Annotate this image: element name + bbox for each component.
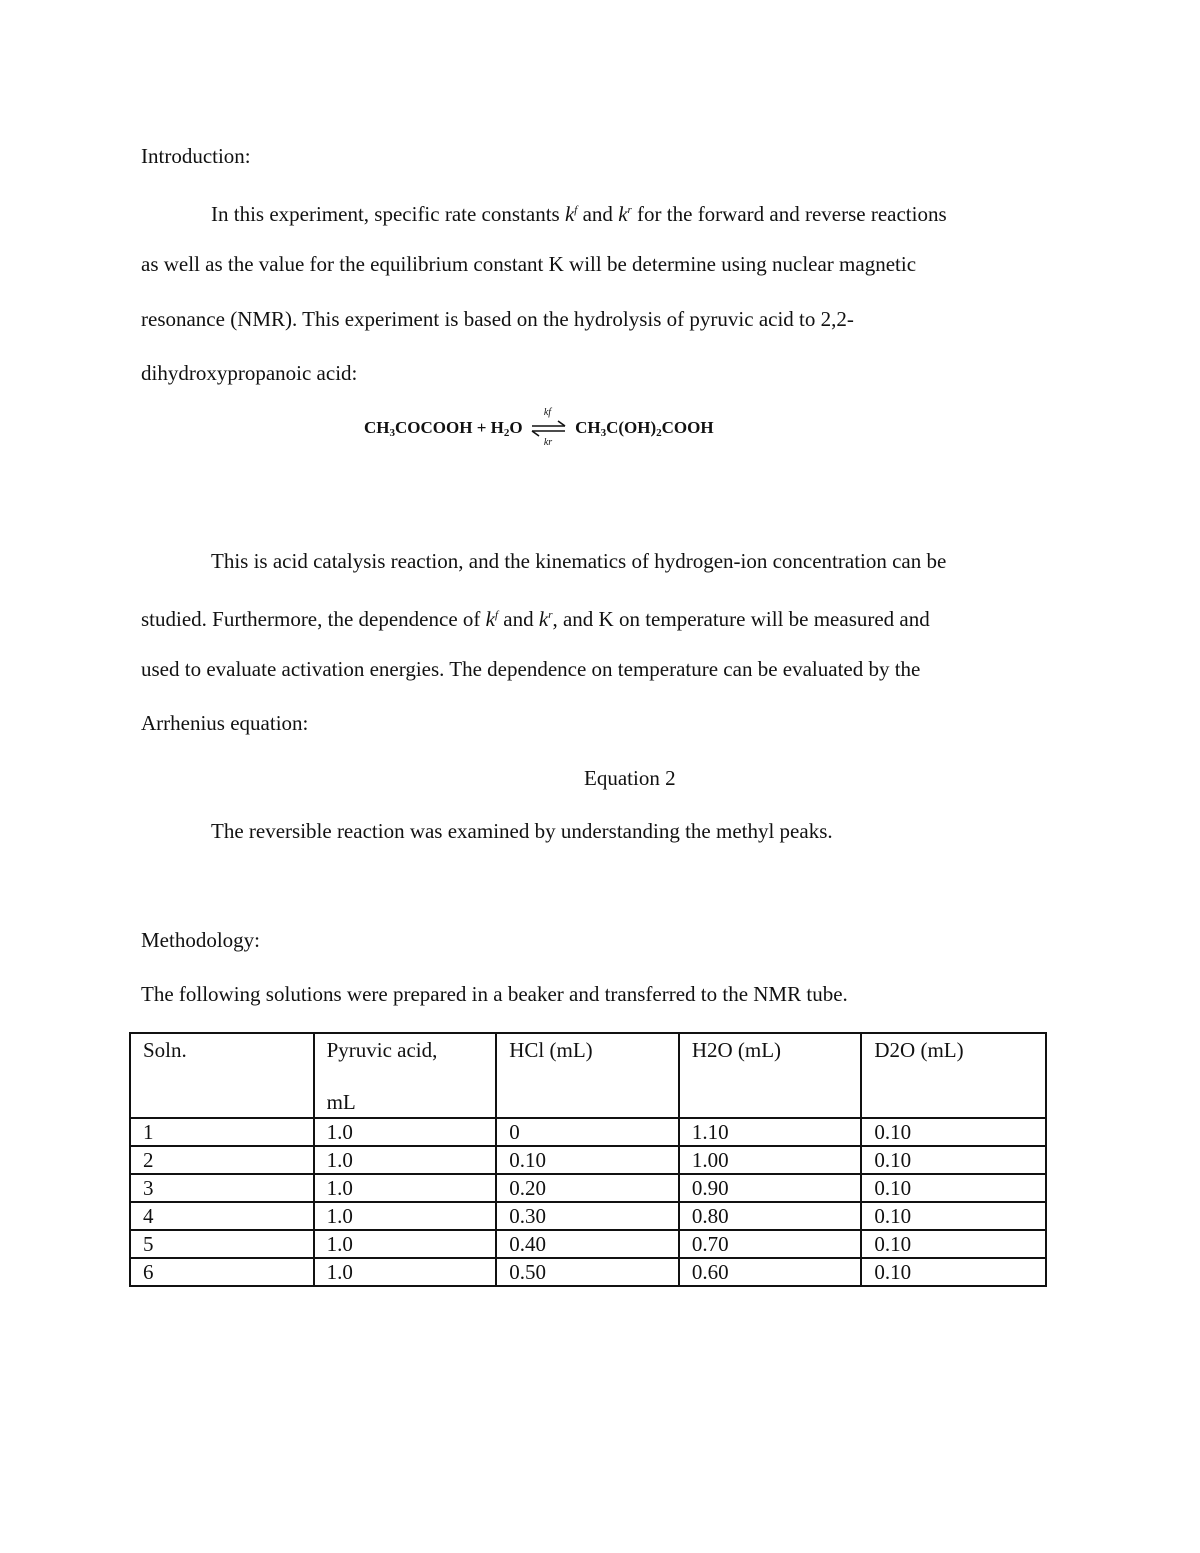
eq-subscript: 3	[389, 427, 395, 439]
table-cell: 0.90	[679, 1174, 862, 1202]
eq-text: COCOOH + H	[395, 418, 504, 437]
table-cell: 1.0	[314, 1174, 497, 1202]
f-superscript: f	[574, 204, 578, 216]
intro-paragraph2-line-4: Arrhenius equation:	[141, 711, 309, 735]
intro-paragraph-line-1	[211, 197, 947, 227]
table-cell: 0.70	[679, 1230, 862, 1258]
k-letter: k	[564, 202, 575, 226]
table-cell: 4	[130, 1202, 314, 1230]
f-superscript: f	[494, 609, 499, 621]
methodology-text: The following solutions were prepared in a beaker and transferred to the NMR tube.	[141, 982, 848, 1006]
header-cell: H2O (mL)	[679, 1033, 862, 1118]
reaction-equation	[364, 407, 714, 449]
eq-subscript: 2	[503, 427, 510, 439]
r-superscript: r	[548, 609, 553, 621]
table-cell: 0.10	[861, 1202, 1046, 1230]
table-cell: 6	[130, 1258, 314, 1286]
table-cell: 0.10	[861, 1230, 1046, 1258]
table-row	[130, 1258, 1046, 1286]
table-cell: 0.30	[496, 1202, 679, 1230]
header-cell: HCl (mL)	[496, 1033, 679, 1118]
table-cell: 1.0	[314, 1202, 497, 1230]
forward-rate-label: kf	[543, 407, 552, 419]
k-letter: k	[538, 607, 549, 631]
header-line-2: mL	[326, 1090, 356, 1114]
table-cell: 0.50	[496, 1258, 679, 1286]
table-cell: 3	[130, 1174, 314, 1202]
header-line-1: Pyruvic acid,	[326, 1038, 438, 1062]
solutions-table	[129, 1032, 1047, 1287]
text-span: and	[577, 202, 619, 226]
reverse-rate-label: kr	[543, 437, 553, 449]
text-span: for the forward and reverse reactions	[631, 202, 947, 226]
table-cell: 1.0	[314, 1258, 497, 1286]
table-cell: 1.00	[679, 1146, 862, 1174]
intro-paragraph-line-3: resonance (NMR). This experiment is based on the hydrolysis of pyruvic acid to 2,2-	[141, 307, 854, 331]
table-cell: 2	[130, 1146, 314, 1174]
table-row	[130, 1202, 1046, 1230]
table-row	[130, 1146, 1046, 1174]
table-cell: 0.10	[861, 1174, 1046, 1202]
intro-paragraph2-line-3: used to evaluate activation energies. The dependence on temperature can be evaluated by the	[141, 657, 921, 681]
table-header-row	[130, 1033, 1046, 1118]
table-cell: 0.10	[861, 1258, 1046, 1286]
text-span: , and K on temperature will be measured and	[552, 607, 930, 631]
table-row	[130, 1230, 1046, 1258]
double-arrow-graphic	[531, 419, 567, 439]
table-cell: 0.10	[861, 1118, 1046, 1146]
intro-paragraph2-line-1: This is acid catalysis reaction, and the kinematics of hydrogen-ion concentration can be	[211, 549, 947, 573]
table-cell: 1.0	[314, 1146, 497, 1174]
table-row	[130, 1174, 1046, 1202]
eq-text: O	[509, 418, 523, 437]
k-letter: k	[485, 607, 495, 631]
text-span: and	[498, 607, 539, 631]
eq-subscript: 3	[600, 427, 607, 439]
text-span: studied. Furthermore, the dependence of	[141, 607, 486, 631]
table-cell: 1	[130, 1118, 314, 1146]
table-cell: 0	[496, 1118, 679, 1146]
kr-symbol	[539, 607, 553, 631]
kf-symbol	[486, 607, 498, 631]
header-cell: D2O (mL)	[861, 1033, 1046, 1118]
intro-paragraph-line-2: as well as the value for the equilibrium constant K will be determine using nuclear magnetic	[141, 252, 917, 276]
table-row	[130, 1118, 1046, 1146]
eq-text: C(OH)	[606, 418, 657, 437]
eq-text: COOH	[661, 418, 714, 437]
intro-paragraph-line-4: dihydroxypropanoic acid:	[141, 361, 358, 385]
text-span: In this experiment, specific rate constants	[211, 202, 565, 226]
eq-subscript: 2	[656, 427, 662, 439]
equilibrium-arrows-icon	[531, 407, 567, 449]
table-cell: 5	[130, 1230, 314, 1258]
kr-symbol	[618, 202, 632, 226]
table-cell: 0.40	[496, 1230, 679, 1258]
eq-text: CH	[575, 418, 601, 437]
table-cell: 1.0	[314, 1230, 497, 1258]
eq-text: CH	[364, 418, 390, 437]
header-cell: Soln.	[130, 1033, 314, 1118]
equation-2-label: Equation 2	[584, 766, 676, 790]
table-cell: 0.10	[861, 1146, 1046, 1174]
table-cell: 1.0	[314, 1118, 497, 1146]
intro-paragraph2-line-2	[141, 602, 930, 632]
table-cell: 0.80	[679, 1202, 862, 1230]
kf-symbol	[565, 202, 577, 226]
table-cell: 0.60	[679, 1258, 862, 1286]
table-cell: 0.20	[496, 1174, 679, 1202]
k-letter: k	[618, 202, 628, 226]
introduction-heading: Introduction:	[141, 144, 251, 168]
header-cell	[314, 1033, 497, 1118]
r-superscript: r	[627, 204, 632, 216]
table-cell: 0.10	[496, 1146, 679, 1174]
table-cell: 1.10	[679, 1118, 862, 1146]
intro-paragraph3: The reversible reaction was examined by understanding the methyl peaks.	[211, 819, 833, 843]
methodology-heading: Methodology:	[141, 928, 260, 952]
